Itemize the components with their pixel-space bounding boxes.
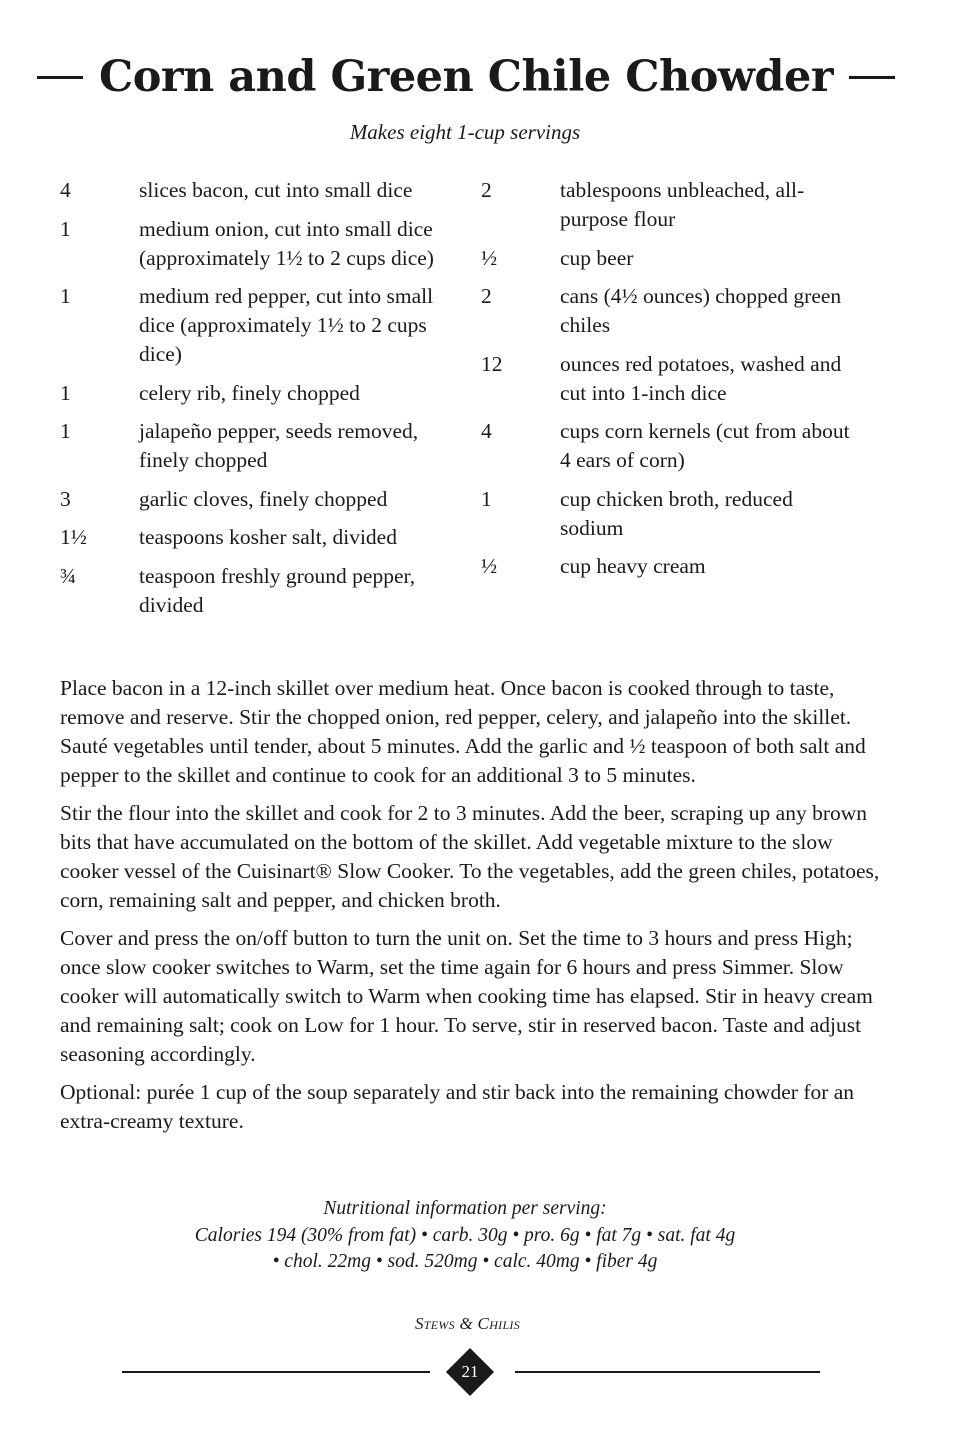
ingredient-row [481, 244, 861, 273]
ingredient-qty: 12 [481, 351, 503, 376]
ingredient-item: slices bacon, cut into small dice [139, 178, 413, 202]
ingredient-qty: 1 [60, 419, 71, 443]
ingredient-item: ounces red potatoes, washed and cut into 1-inch dice [560, 351, 842, 405]
method-paragraph: Stir the flour into the skillet and cook for 2 to 3 minutes. Add the beer, scraping up any brown bits that have accumulated on the bottom of the skillet. Add vegetable mixture to the slow cooker vessel of the Cuisinart® Slow Cooker. To the vegetables, add the green chiles, potatoes, corn, remaining salt and pepper, and chicken broth. [60, 801, 880, 912]
ingredient-row [481, 417, 861, 475]
title-dash-left [37, 76, 83, 79]
ingredient-item: teaspoon freshly ground pepper, divided [139, 563, 416, 617]
method-paragraph: Place bacon in a 12-inch skillet over medium heat. Once bacon is cooked through to taste, remove and reserve. Stir the chopped onion, red pepper, celery, and jalapeño into the skillet. Sauté vegetables until tender, about 5 minutes. Add the garlic and ½ teaspoon of both salt and pepper to the skillet and continue to cook for an additional 3 to 5 minutes. [60, 676, 866, 787]
title-row [56, 48, 876, 106]
ingredient-item: jalapeño pepper, seeds removed, finely chopped [139, 419, 419, 472]
ingredient-item: cup beer [560, 245, 634, 270]
ingredient-item: medium onion, cut into small dice (approximately 1½ to 2 cups dice) [139, 216, 434, 270]
footer-rule-left [122, 1371, 430, 1373]
ingredient-qty: 2 [481, 178, 492, 202]
ingredient-row [60, 562, 470, 620]
ingredient-row [60, 379, 470, 408]
nutrition-heading: Nutritional information per serving: [323, 1198, 607, 1219]
ingredient-qty: 1 [481, 486, 492, 511]
title-dash-right [849, 76, 895, 79]
nutrition-info [0, 1196, 930, 1276]
method-section [60, 674, 880, 1145]
ingredient-row [481, 282, 861, 340]
ingredient-qty: 4 [60, 178, 71, 202]
ingredient-item: cup heavy cream [560, 554, 706, 578]
ingredient-item: cans (4½ ounces) chopped green chiles [560, 284, 842, 337]
ingredient-row [481, 485, 861, 543]
recipe-yield: Makes eight 1-cup servings [349, 120, 581, 144]
ingredient-qty: 3 [60, 486, 71, 511]
nutrition-line: Calories 194 (30% from fat) • carb. 30g • pro. 6g • fat 7g • sat. fat 4g [194, 1224, 736, 1246]
ingredient-row [60, 176, 470, 205]
ingredient-qty: ¾ [60, 563, 77, 588]
ingredient-row [60, 417, 470, 475]
ingredient-item: teaspoons kosher salt, divided [139, 525, 397, 549]
method-paragraph: Optional: purée 1 cup of the soup separately and stir back into the remaining chowder for an extra-creamy texture. [60, 1080, 855, 1133]
ingredient-item: cups corn kernels (cut from about 4 ears of corn) [560, 419, 850, 472]
ingredient-item: garlic cloves, finely chopped [139, 486, 388, 511]
footer-rule-right [515, 1371, 820, 1373]
ingredient-item: celery rib, finely chopped [139, 380, 360, 405]
method-paragraph: Cover and press the on/off button to turn the unit on. Set the time to 3 hours and press High; once slow cooker switches to Warm, set the time again for 6 hours and press Simmer. Slow cooker will automatically switch to Warm when cooking time has elapsed. Stir in heavy cream and remaining salt; cook on Low for 1 hour. To serve, stir in reserved bacon. Taste and adjust seasoning accordingly. [60, 926, 873, 1066]
ingredient-item: cup chicken broth, reduced sodium [560, 486, 793, 540]
ingredient-qty: 1½ [60, 525, 87, 549]
ingredient-qty: ½ [481, 245, 498, 270]
ingredient-row [481, 350, 861, 408]
ingredient-row [481, 176, 861, 234]
ingredient-row [481, 552, 861, 581]
ingredient-row [60, 523, 470, 552]
chapter-name: Stews & Chilis [414, 1314, 521, 1333]
ingredient-row [60, 485, 470, 514]
ingredient-qty: 2 [481, 284, 492, 308]
nutrition-line: • chol. 22mg • sod. 520mg • calc. 40mg • fiber 4g [272, 1251, 658, 1272]
recipe-title: Corn and Green Chile Chowder [98, 52, 834, 102]
ingredient-row [60, 215, 470, 273]
page-number: 21 [461, 1362, 479, 1381]
page-number-badge [446, 1348, 494, 1396]
ingredient-item: tablespoons unbleached, all-purpose flour [560, 178, 805, 231]
ingredients-left-column [60, 176, 470, 629]
ingredient-qty: 1 [60, 216, 71, 241]
ingredient-qty: 1 [60, 380, 71, 405]
ingredient-qty: ½ [481, 554, 498, 578]
ingredients-right-column [481, 176, 861, 591]
ingredient-qty: 4 [481, 419, 492, 443]
ingredient-item: medium red pepper, cut into small dice (approximately 1½ to 2 cups dice) [139, 284, 434, 366]
ingredient-row [60, 282, 470, 369]
ingredient-qty: 1 [60, 284, 71, 308]
